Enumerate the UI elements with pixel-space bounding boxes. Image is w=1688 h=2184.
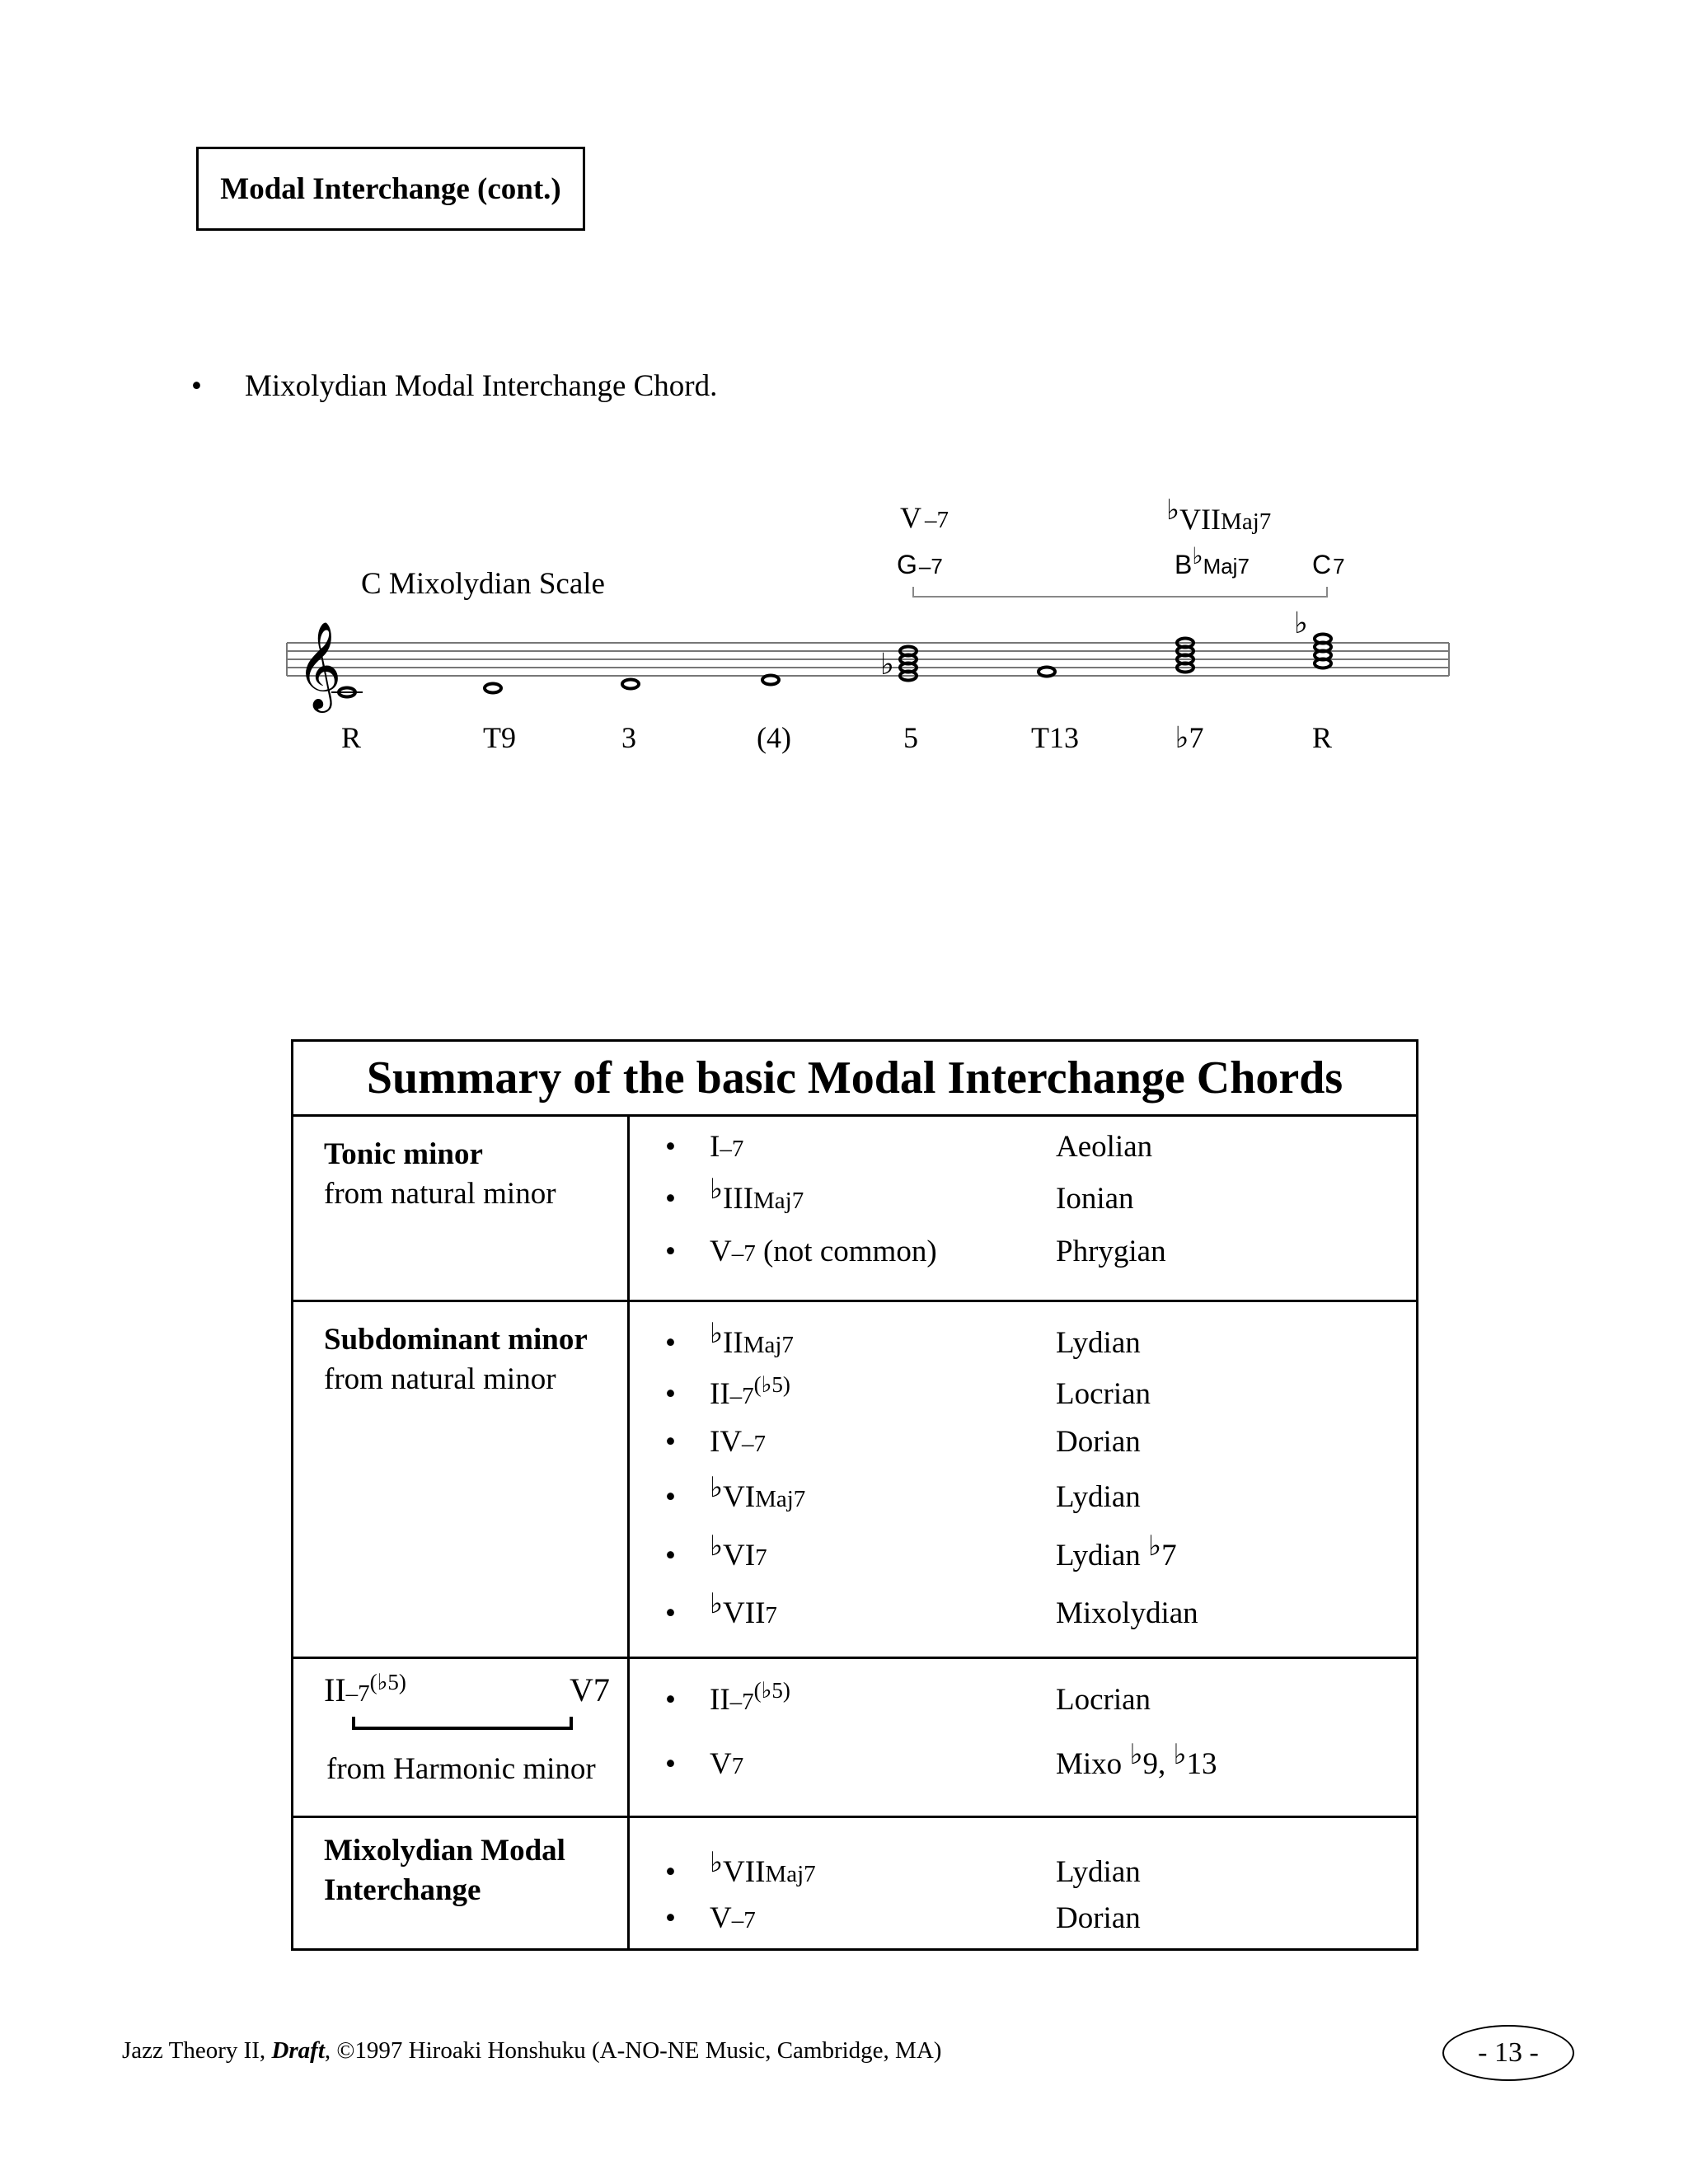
subdominant-minor-chords	[630, 1302, 1416, 1657]
chord-c7-note4	[1315, 635, 1331, 644]
scale-label: C Mixolydian Scale	[361, 567, 605, 601]
degree-label: 5	[903, 721, 918, 754]
bullet-point	[191, 368, 717, 404]
tonic-minor-label	[293, 1117, 630, 1300]
footer-credit: Jazz Theory II, Draft, ©1997 Hiroaki Honshuku (A-NO-NE Music, Cambridge, MA)	[122, 2037, 942, 2064]
list-item: • ♭IIMaj7 Lydian	[665, 1319, 1141, 1360]
list-item: • V–7 (not common) Phrygian	[665, 1235, 1166, 1268]
degree-label: R	[1311, 721, 1333, 754]
summary-table	[291, 1039, 1418, 1951]
ii-v-progression-v: V7	[570, 1671, 610, 1708]
chord-bracket	[913, 587, 1327, 597]
degree-labels	[341, 721, 1332, 754]
note-d	[485, 684, 501, 693]
ii-v-progression-ii: $II-7^{(♭5)}$	[324, 1670, 406, 1708]
tonic-minor-row	[293, 1117, 1416, 1302]
note-f	[762, 676, 779, 685]
subdominant-minor-label	[293, 1302, 630, 1657]
subdominant-minor-title: Subdominant minor	[324, 1323, 588, 1357]
summary-title: Summary of the basic Modal Interchange Chords	[293, 1042, 1416, 1117]
subdominant-minor-row	[293, 1302, 1416, 1659]
subdominant-minor-source: from natural minor	[324, 1362, 556, 1396]
list-item: • ♭VI7 Lydian ♭7	[665, 1531, 1177, 1572]
list-item: • V–7 Dorian	[665, 1901, 1141, 1935]
note-a	[1039, 668, 1055, 677]
degree-label: T13	[1031, 721, 1079, 754]
degree-label: 3	[621, 721, 636, 754]
harmonic-minor-chords	[630, 1659, 1416, 1816]
mixolydian-title-line1: Mixolydian Modal	[324, 1834, 565, 1868]
degree-label: ♭7	[1175, 721, 1204, 754]
tonic-minor-title: Tonic minor	[324, 1137, 483, 1171]
mixolydian-chords	[630, 1818, 1416, 1948]
bullet-text: Mixolydian Modal Interchange Chord.	[245, 369, 718, 403]
bullet-symbol: •	[191, 369, 202, 403]
chord-c7: C7	[1312, 550, 1345, 579]
treble-clef-icon: 𝄞	[297, 621, 342, 709]
chord-bb-maj7: $B♭_{Maj7}$	[1175, 543, 1250, 579]
degree-label: R	[340, 721, 362, 754]
degree-label: (4)	[757, 721, 791, 754]
tonic-minor-source: from natural minor	[324, 1177, 556, 1211]
list-item: • I–7 Aeolian	[665, 1130, 1153, 1164]
roman-v-label: V –7	[900, 501, 949, 534]
mixolydian-label	[293, 1818, 630, 1948]
degree-label: T9	[483, 721, 516, 754]
chord-g-minor7: G–7	[897, 550, 943, 579]
list-item: • ♭VII7 Mixolydian	[665, 1589, 1198, 1630]
section-heading: Modal Interchange (cont.)	[196, 147, 585, 231]
ii-v-bracket	[351, 1713, 574, 1732]
page-number: - 13 -	[1442, 2025, 1574, 2081]
mixolydian-staff-figure	[272, 486, 1467, 766]
flat-icon: ♭	[880, 648, 894, 682]
staff-lines	[287, 643, 1449, 676]
harmonic-minor-label	[293, 1659, 630, 1816]
mixolydian-title-line2: Interchange	[324, 1873, 481, 1907]
harmonic-minor-row	[293, 1659, 1416, 1818]
list-item: • ♭VIIMaj7 Lydian	[665, 1848, 1141, 1889]
flat-icon: ♭	[1294, 607, 1308, 640]
list-item: • ♭VIMaj7 Lydian	[665, 1473, 1141, 1514]
list-item: • $II-7^{(♭5)}$ Locrian	[665, 1372, 1151, 1411]
tonic-minor-chords	[630, 1117, 1416, 1300]
list-item: • IV–7 Dorian	[665, 1425, 1141, 1459]
harmonic-minor-source: from Harmonic minor	[326, 1752, 596, 1786]
mixolydian-row	[293, 1818, 1416, 1948]
list-item: • ♭IIIMaj7 Ionian	[665, 1174, 1134, 1216]
note-e	[622, 680, 639, 689]
roman-bvii-label: ♭VIIMaj7	[1166, 495, 1272, 536]
list-item: • $II-7^{(♭5)}$ Locrian	[665, 1678, 1151, 1717]
list-item: • V7 Mixo ♭9, ♭13	[665, 1740, 1217, 1781]
